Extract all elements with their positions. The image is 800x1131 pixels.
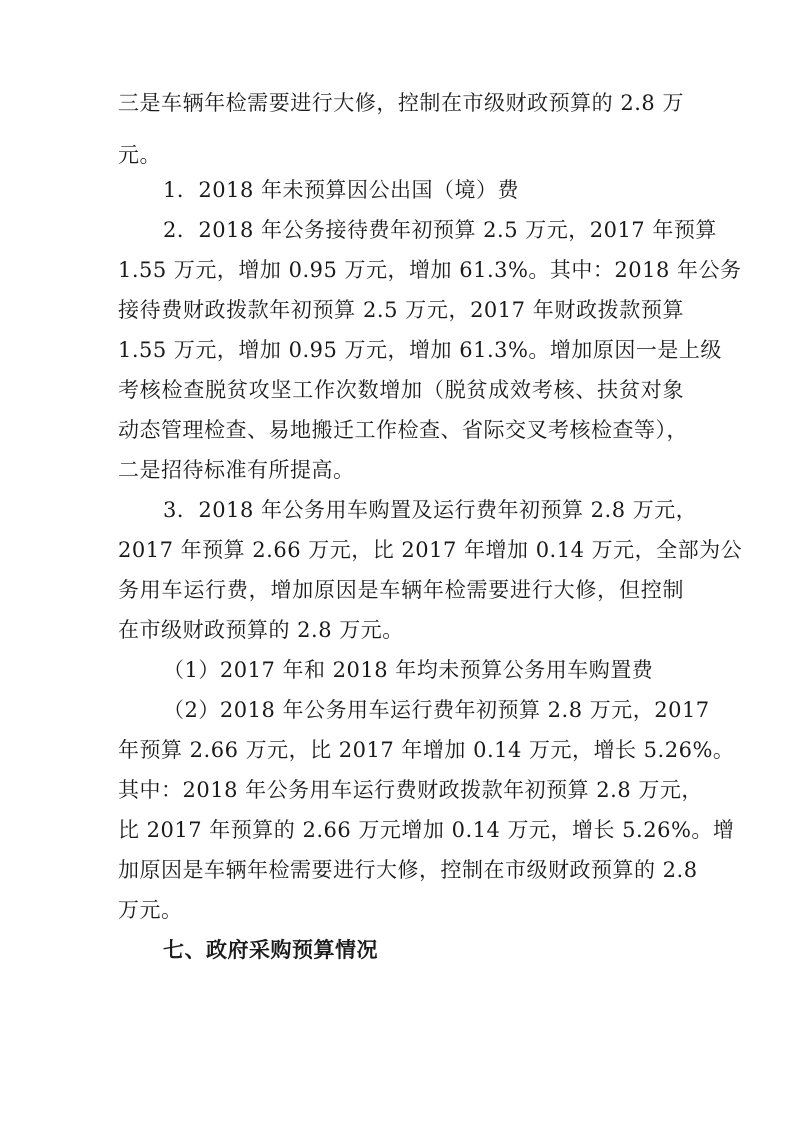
paragraph-line: 年预算 2.66 万元，比 2017 年增加 0.14 万元，增长 5.26%。: [118, 738, 735, 762]
paragraph-line: 接待费财政拨款年初预算 2.5 万元，2017 年财政拨款预算: [118, 298, 684, 322]
paragraph-line: 动态管理检查、易地搬迁工作检查、省际交叉考核检查等），: [118, 418, 688, 442]
paragraph-line: 3．2018 年公务用车购置及运行费年初预算 2.8 万元，: [163, 498, 698, 522]
paragraph-line: 比 2017 年预算的 2.66 万元增加 0.14 万元，增长 5.26%。增: [118, 818, 735, 842]
sub-item-1: （1）2017 年和 2018 年均未预算公务用车购置费: [163, 658, 654, 682]
section-heading: 七、政府采购预算情况: [163, 937, 378, 962]
paragraph-line: （2）2018 年公务用车运行费年初预算 2.8 万元，2017: [163, 698, 710, 722]
paragraph-line: 三是车辆年检需要进行大修，控制在市级财政预算的 2.8 万: [118, 91, 684, 115]
paragraph-line: 加原因是车辆年检需要进行大修，控制在市级财政预算的 2.8: [118, 858, 698, 882]
paragraph-line: 1.55 万元，增加 0.95 万元，增加 61.3%。增加原因一是上级: [118, 338, 722, 362]
paragraph-line: 1.55 万元，增加 0.95 万元，增加 61.3%。其中：2018 年公务: [118, 258, 742, 282]
paragraph-line: 万元。: [118, 898, 183, 922]
paragraph-line: 考核检查脱贫攻坚工作次数增加（脱贫成效考核、扶贫对象: [118, 378, 684, 402]
paragraph-line: 在市级财政预算的 2.8 万元。: [118, 618, 404, 642]
paragraph-line: 元。: [118, 143, 161, 167]
list-item-1-heading: 1．2018 年未预算因公出国（境）费: [163, 178, 519, 202]
paragraph-line: 2017 年预算 2.66 万元，比 2017 年增加 0.14 万元，全部为公: [118, 538, 743, 562]
paragraph-line: 其中：2018 年公务用车运行费财政拨款年初预算 2.8 万元，: [118, 778, 703, 802]
paragraph-line: 务用车运行费，增加原因是车辆年检需要进行大修，但控制: [118, 578, 684, 602]
paragraph-line: 二是招待标准有所提高。: [118, 458, 355, 482]
paragraph-line: 2．2018 年公务接待费年初预算 2.5 万元，2017 年预算: [163, 218, 717, 242]
